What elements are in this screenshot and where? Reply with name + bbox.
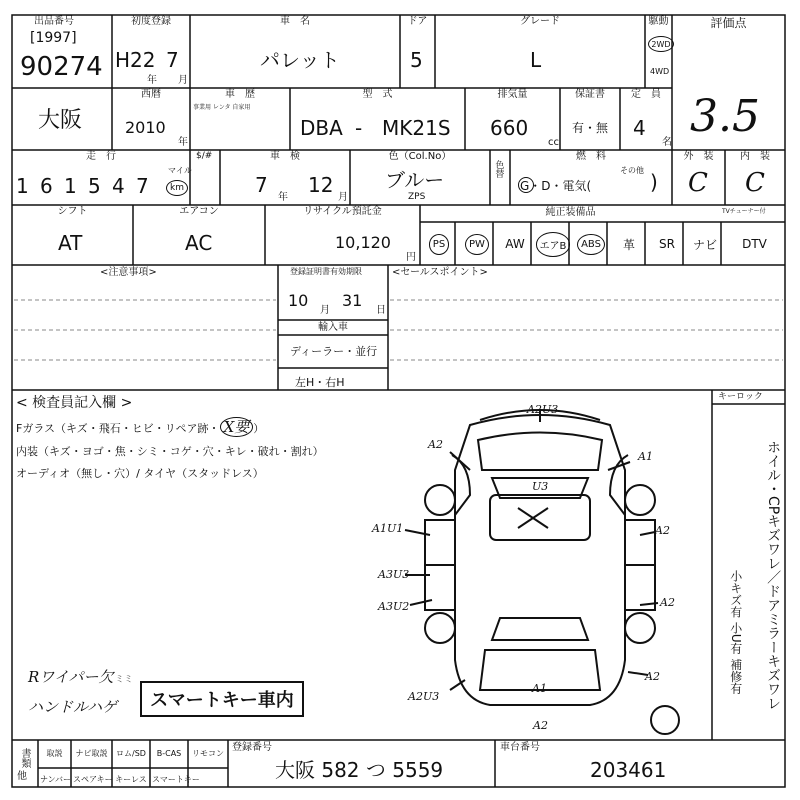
equipment-label: 純正装備品	[545, 207, 596, 218]
equipment-label: PW	[465, 234, 489, 255]
model-year-unit: 年	[178, 137, 188, 148]
damage-mark: A3U2	[378, 600, 410, 613]
inspection-month: 12	[308, 173, 334, 197]
displacement-value: 660	[490, 116, 529, 140]
mileage-digit: 4	[112, 174, 125, 198]
equipment-label: エアB	[536, 232, 571, 257]
equipment-label: AW	[505, 237, 525, 251]
valid-label: 登録証明書有効期限	[290, 267, 362, 276]
grade-label: グレード	[520, 16, 560, 27]
fuel-options: G・D・電気(	[520, 179, 592, 193]
color-value: ブルー	[385, 168, 445, 192]
valid-day-unit: 日	[376, 305, 386, 316]
footer-item: ロム/SD	[116, 749, 146, 758]
footer-item: ナンバー	[40, 775, 72, 784]
damage-mark: A1U1	[372, 522, 404, 535]
equipment-label: ABS	[577, 234, 605, 255]
first-reg-month-unit: 月	[178, 75, 188, 86]
drive-2wd-circled: 2WD	[648, 36, 674, 52]
fuel-other: その他	[620, 166, 644, 175]
hand-note-wiper: Rワイパー欠	[28, 668, 114, 686]
capacity-label: 定 員	[631, 89, 661, 100]
mile-label: マイル	[168, 166, 192, 175]
interior-label: 内 装	[740, 151, 770, 162]
model-code: MK21S	[382, 116, 451, 140]
leader-a1u1	[405, 530, 430, 535]
footer-item: キーレス	[115, 775, 147, 784]
caution-label: <注意事項>	[100, 267, 157, 278]
import-label: 輸入車	[318, 322, 348, 333]
tv-tuner-label: TVチューナー付	[722, 208, 766, 215]
auction-label: 出品番号	[34, 16, 74, 27]
region: 大阪	[38, 108, 83, 133]
cc-unit: cc	[548, 137, 559, 148]
damage-mark: A1	[638, 450, 653, 463]
damage-mark: A2	[660, 596, 675, 609]
hand-note-handle: ハンドルハゲ	[28, 698, 117, 716]
fuel-label: 燃 料	[576, 151, 606, 162]
footer-item: スペアキー	[73, 775, 113, 784]
chassis-label: 車台番号	[500, 742, 540, 753]
drive-label: 駆動	[648, 16, 669, 27]
leader-a3u2	[410, 600, 432, 605]
wheel-front-left	[425, 485, 455, 515]
model-label: 型 式	[362, 89, 393, 100]
capacity-unit: 名	[662, 137, 672, 148]
hand-note-small: ミミ	[115, 675, 134, 685]
grade-value: L	[530, 48, 542, 72]
sales-point-label: <セールスポイント>	[392, 267, 488, 278]
leader-a2-right	[640, 532, 655, 535]
valid-month: 10	[288, 291, 309, 310]
damage-mark: A2	[428, 438, 443, 451]
side-note: ホイル・CPキズワレ／ドアミラーキズワレ	[765, 440, 782, 711]
history-label: 車 歴	[225, 89, 255, 100]
steering: 左H・右H	[295, 376, 345, 389]
car-name: パレット	[260, 48, 340, 72]
wheel-rear-left	[425, 613, 455, 643]
mileage-digit: 7	[136, 174, 149, 198]
hood	[478, 433, 602, 471]
first-reg-era: H22	[115, 48, 156, 72]
recycle-label: リサイクル預託金	[303, 206, 382, 217]
shift-value: AT	[58, 231, 83, 255]
inspector-line2: 内装（キズ・ヨゴ・焦・シミ・コゲ・穴・キレ・破れ・割れ）	[16, 445, 324, 458]
color-code: ZPS	[408, 192, 426, 202]
mileage-digit: 6	[40, 174, 53, 198]
inspector-line1-end: ）	[253, 422, 265, 435]
recycle-amount: 10,120	[335, 233, 391, 252]
inspection-year-unit: 年	[278, 192, 288, 203]
displacement-label: 排気量	[497, 89, 528, 100]
damage-mark: A2	[655, 524, 670, 537]
first-reg-label: 初度登録	[131, 16, 171, 27]
inspection-month-unit: 月	[338, 192, 348, 203]
smart-key-stamp: スマートキー車内	[140, 681, 304, 717]
color-change-label: 色替	[493, 160, 504, 178]
plate-label: 登録番号	[232, 742, 272, 753]
damage-mark: A3U3	[378, 568, 410, 581]
footer-item: 取説	[46, 749, 63, 758]
footer-item: リモコン	[192, 749, 224, 758]
damage-mark: U3	[532, 480, 549, 493]
history-options: 事業用 レンタ 自家用	[193, 104, 251, 111]
exterior-value: C	[688, 168, 708, 198]
key-lock-label: キーロック	[718, 392, 763, 402]
shift-label: シフト	[57, 206, 88, 217]
interior-value: C	[745, 168, 765, 198]
damage-mark: A2	[645, 670, 660, 683]
rear-window	[492, 618, 588, 640]
score-label: 評価点	[710, 16, 747, 30]
warranty-value: 有・無	[572, 121, 609, 135]
inspector-title: < 検査員記入欄 >	[16, 395, 133, 411]
damage-labels	[371, 403, 675, 732]
warranty-label: 保証書	[575, 89, 605, 100]
car-name-label: 車 名	[280, 16, 310, 27]
first-reg-month: 7	[166, 48, 179, 72]
first-reg-year-unit: 年	[147, 75, 157, 86]
inspector-line3: オーディオ（無し・穴）/ タイヤ（スタッドレス）	[16, 467, 264, 480]
damage-mark: A1	[532, 682, 547, 695]
year-bracket: [1997]	[30, 30, 77, 46]
doors-label: ドア	[407, 16, 428, 27]
ac-label: エアコン	[179, 206, 219, 217]
fuel-close: )	[650, 170, 658, 194]
footer-item: スマートキー	[152, 775, 200, 784]
damage-mark: A2	[533, 719, 548, 732]
footer-item: ナビ取説	[75, 749, 108, 758]
inspection-year: 7	[255, 173, 268, 197]
docs-label: 書類	[19, 748, 30, 768]
model-year: 2010	[125, 118, 166, 137]
equipment-label: SR	[659, 237, 675, 251]
equipment-label: 革	[622, 237, 635, 252]
equipment-label: PS	[429, 234, 449, 255]
plate-number: 大阪 582 つ 5559	[275, 758, 444, 782]
mileage-digit: 5	[88, 174, 101, 198]
mileage-digit: 1	[64, 174, 77, 198]
valid-month-unit: 月	[320, 305, 330, 316]
line1-circled-mark: X要	[220, 417, 254, 437]
model-prefix: DBA	[300, 116, 343, 140]
inspector-line1-text: Fガラス（キズ・飛石・ヒビ・リペア跡・	[16, 422, 220, 435]
model-dash: -	[355, 116, 363, 140]
yen-unit: 円	[406, 252, 416, 263]
exterior-label: 外 装	[683, 151, 714, 162]
capacity-value: 4	[633, 116, 646, 140]
ac-value: AC	[185, 231, 213, 255]
roof	[490, 495, 590, 540]
mileage-digit: 1	[16, 174, 29, 198]
side-note-2: 小キズ有 小U有 補修有	[728, 570, 743, 695]
drive-4wd: 4WD	[650, 67, 670, 76]
docs-label-2: 他	[17, 771, 27, 782]
meter-label: $/#	[196, 151, 213, 161]
mileage-label: 走 行	[86, 151, 116, 162]
equipment-label: DTV	[742, 237, 767, 251]
valid-day: 31	[342, 291, 363, 310]
doors-value: 5	[410, 48, 423, 72]
wheel-front-right	[625, 485, 655, 515]
spare-wheel	[651, 706, 679, 734]
score-value: 3.5	[690, 91, 760, 142]
damage-mark: A2U3	[527, 403, 559, 416]
color-label: 色（Col.No）	[388, 151, 452, 162]
chassis-number: 203461	[590, 758, 667, 782]
seireki-label: 西暦	[141, 89, 161, 100]
km-circled: km	[166, 180, 188, 196]
damage-mark: A2U3	[408, 690, 440, 703]
lot-number: 90274	[20, 52, 103, 82]
footer-item: B-CAS	[156, 749, 182, 758]
wheel-rear-right	[625, 613, 655, 643]
import-value: ディーラー・並行	[290, 345, 378, 358]
equipment-label: ナビ	[692, 237, 717, 252]
inspection-label: 車 検	[270, 151, 300, 162]
